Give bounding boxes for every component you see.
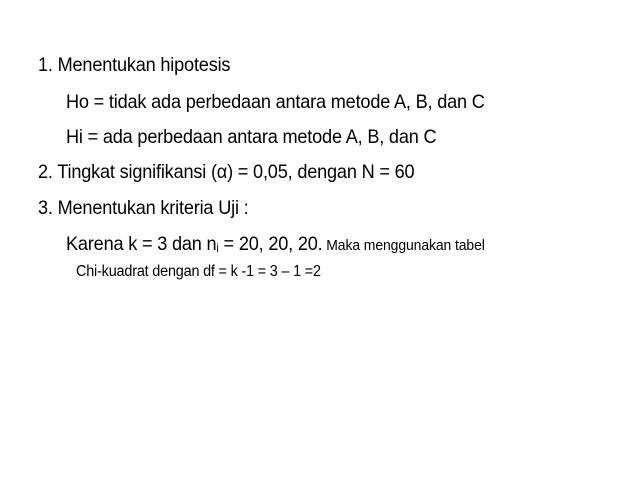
- criteria-values: = 20, 20, 20.: [218, 233, 323, 255]
- step-1-heading: 1. Menentukan hipotesis: [38, 54, 231, 76]
- chi-square-line: Chi-kuadrat dengan df = k -1 = 3 – 1 =2: [76, 263, 321, 280]
- step-2-significance: 2. Tingkat signifikansi (α) = 0,05, dengan N = 60: [38, 161, 415, 183]
- null-hypothesis: Ho = tidak ada perbedaan antara metode A, B, dan C: [66, 91, 485, 113]
- criteria-tail: Maka menggunakan tabel: [322, 237, 485, 254]
- step-3-heading: 3. Menentukan kriteria Uji :: [38, 197, 249, 219]
- criteria-prefix: Karena k = 3 dan n: [66, 233, 217, 255]
- criteria-subscript: i: [216, 241, 219, 255]
- criteria-line: [66, 232, 485, 258]
- alternative-hypothesis: Hi = ada perbedaan antara metode A, B, dan C: [66, 126, 437, 148]
